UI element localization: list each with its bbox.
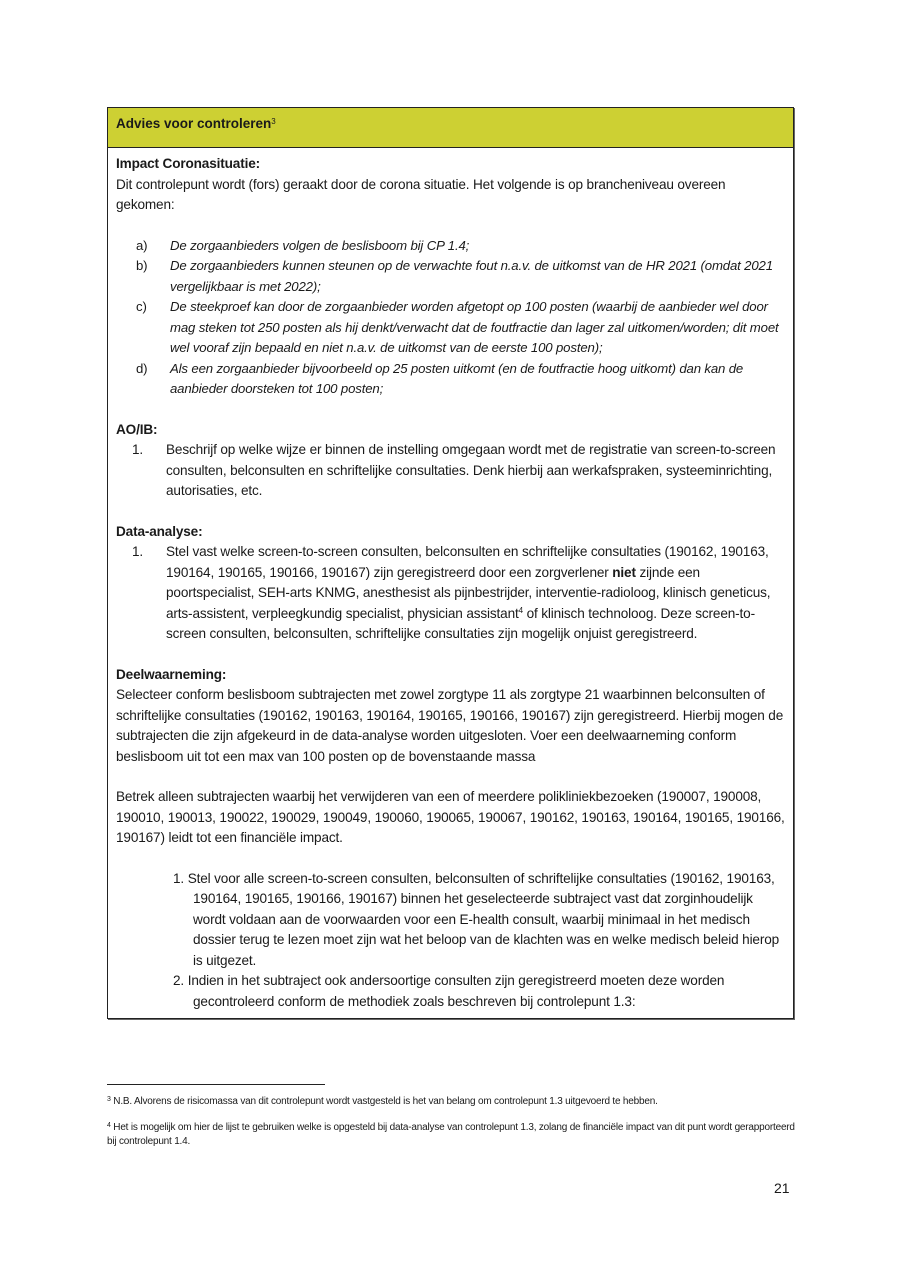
deelwaarneming-paragraph-1: Selecteer conform beslisboom subtrajecten met zowel zorgtype 11 als zorgtype 21 waarbinnen belconsulten of schriftelijke consultaties (190162, 190163, 190164, 190165, 190166, 190167) zijn geregistreerd. Hierbij mogen de subtrajecten die zijn afgekeurd in de data-analyse worden uitgesloten. Voer een deelwaarneming conform beslisboom uit tot een max van 100 posten op de bovenstaande massa bbox=[116, 687, 784, 764]
list-marker: 1. bbox=[132, 544, 144, 559]
list-marker: a) bbox=[136, 237, 148, 253]
list-item-text: De zorgaanbieders volgen de beslisboom bij CP 1.4; bbox=[170, 237, 470, 253]
impact-intro: Dit controlepunt wordt (fors) geraakt door de corona situatie. Het volgende is op brancheniveau overeen gekomen: bbox=[116, 176, 726, 212]
footnote-text: N.B. Alvorens de risicomassa van dit controlepunt wordt vastgesteld is het van belang om controlepunt 1.3 uitgevoerd te hebben. bbox=[113, 1096, 658, 1107]
impact-heading: Impact Coronasituatie: bbox=[116, 156, 260, 171]
list-item-text: zijnde een poortspecialist, SEH-arts KNMG, anesthesist als pijnbestrijder, interventie-radioloog, klinisch geneticus, arts-assistent, verpleegkundig specialist, physician assistant bbox=[166, 564, 771, 621]
list-item-text: of klinisch technoloog. Deze screen-to-screen consulten, belconsulten, schriftelijke consultaties zijn mogelijk onjuist geregistreerd. bbox=[166, 605, 755, 641]
emphasis-niet: niet bbox=[612, 564, 636, 580]
list-item-text: Als een zorgaanbieder bijvoorbeeld op 25 posten uitkomt (en de foutfractie hoog uitkomt) dan kan de aanbieder doorsteken tot 100 posten; bbox=[170, 360, 744, 396]
list-marker: 2. bbox=[173, 973, 185, 988]
list-item-text: Stel vast welke screen-to-screen consulten, belconsulten en schriftelijke consultaties (190162, 190163, 190164, 190165, 190166, 190167) zijn geregistreerd door een zorgverlener bbox=[166, 544, 769, 580]
impact-item bbox=[136, 297, 785, 359]
list-item-text: De zorgaanbieders kunnen steunen op de verwachte fout n.a.v. de uitkomst van de HR 2021 (omdat 2021 vergelijkbaar is met 2022); bbox=[170, 258, 773, 294]
footnote-3 bbox=[107, 1093, 797, 1109]
impact-item bbox=[136, 236, 785, 257]
deelwaarneming-item bbox=[161, 971, 785, 1012]
impact-item bbox=[136, 359, 785, 400]
list-marker: b) bbox=[136, 258, 148, 273]
footnote-ref-3[interactable]: 3 bbox=[271, 117, 276, 126]
advice-title: Advies voor controleren bbox=[116, 116, 272, 131]
data-analyse-heading: Data-analyse: bbox=[116, 523, 203, 539]
footnote-marker: 3 bbox=[107, 1096, 111, 1103]
page-number: 21 bbox=[774, 1180, 790, 1196]
footnote-text: Het is mogelijk om hier de lijst te gebruiken welke is opgesteld bij data-analyse van controlepunt 1.3, zolang de financiële impact van dit punt wordt gerapporteerd bij controlepunt 1.4. bbox=[107, 1122, 795, 1147]
list-item-text: De steekproef kan door de zorgaanbieder worden afgetopt op 100 posten (waarbij de aanbieder wel door mag steken tot 250 posten als hij denkt/verwacht dat de foutfractie dan lager zal uitkomen/worden; dit moet wel vooraf zijn bepaald en niet n.a.v. de uitkomst van de eerste 100 posten); bbox=[170, 299, 779, 355]
aoib-item bbox=[132, 440, 785, 502]
deelwaarneming-list bbox=[116, 869, 785, 1013]
data-analyse-item bbox=[132, 542, 785, 645]
list-marker: 1. bbox=[132, 442, 144, 457]
aoib-list bbox=[116, 440, 785, 502]
list-marker: d) bbox=[136, 360, 148, 376]
footnote-4 bbox=[107, 1119, 797, 1149]
impact-list bbox=[116, 236, 785, 400]
footnotes bbox=[107, 1093, 797, 1159]
aoib-heading: AO/IB: bbox=[116, 421, 158, 437]
footnote-ref-4[interactable]: 4 bbox=[518, 605, 523, 615]
list-marker: 1. bbox=[173, 870, 185, 886]
list-item-text: Beschrijf op welke wijze er binnen de instelling omgegaan wordt met de registratie van screen-to-screen consulten, belconsulten en schriftelijke consultaties. Denk hierbij aan werkafspraken, systeeminrichting, autorisaties, etc. bbox=[166, 442, 776, 498]
deelwaarneming-heading: Deelwaarneming: bbox=[116, 666, 227, 682]
deelwaarneming-paragraph-2: Betrek alleen subtrajecten waarbij het verwijderen van een of meerdere polikliniekbezoeken (190007, 190008, 190010, 190013, 190022, 190029, 190049, 190060, 190065, 190067, 190162, 190163, 190164, 190165, 190166, 190167) leidt tot een financiële impact. bbox=[116, 789, 785, 845]
footnote-separator bbox=[107, 1084, 325, 1085]
impact-item bbox=[136, 256, 785, 297]
deelwaarneming-item bbox=[161, 869, 785, 972]
advice-box-header bbox=[108, 108, 793, 148]
advice-box bbox=[107, 107, 794, 1019]
list-marker: c) bbox=[136, 299, 147, 314]
footnote-marker: 4 bbox=[107, 1122, 111, 1129]
advice-box-body bbox=[108, 148, 793, 1018]
list-item-text: Stel voor alle screen-to-screen consulten, belconsulten of schriftelijke consultaties (190162, 190163, 190164, 190165, 190166, 190167) binnen het geselecteerde subtraject vast dat zorginhoudelijk wordt voldaan aan de voorwaarden voor een E-health consult, waarbij minimaal in het medisch dossier terug te lezen moet zijn wat het beloop van de klachten was en welke medisch beleid hierop is uitgezet. bbox=[187, 870, 780, 968]
data-analyse-list bbox=[116, 542, 785, 645]
list-item-text: Indien in het subtraject ook andersoortige consulten zijn geregistreerd moeten deze worden gecontroleerd conform de methodiek zoals beschreven bij controlepunt 1.3: bbox=[187, 973, 725, 1009]
